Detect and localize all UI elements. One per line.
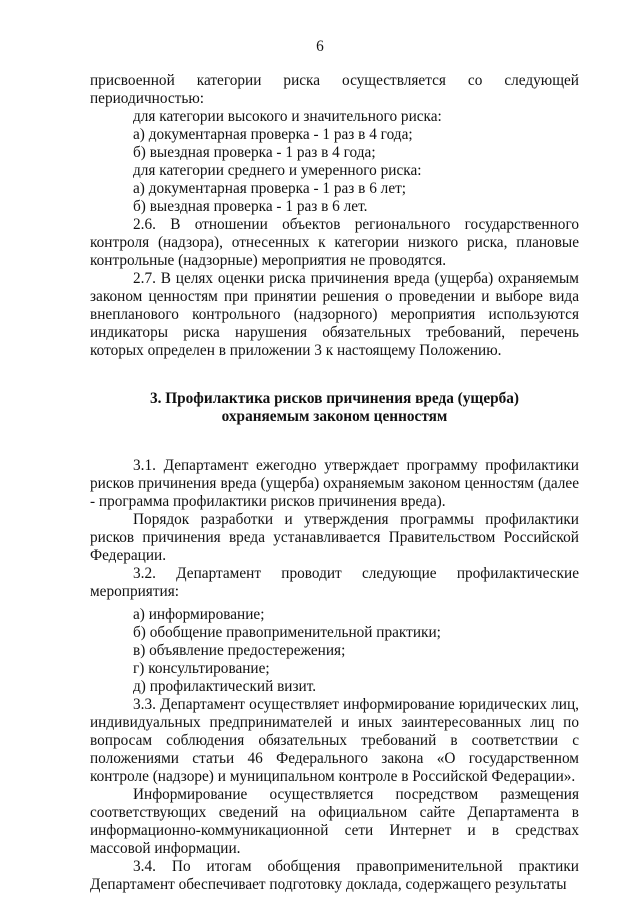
list-item: б) обобщение правоприменительной практики;: [133, 624, 441, 641]
paragraph-2-6: 2.6. В отношении объектов регионального государственного контроля (надзора), отнесенных к категории низкого риска, плановые контрольные (надзорные) мероприятия не проводятся.: [90, 216, 579, 269]
paragraph-3-4: 3.4. По итогам обобщения правоприменительной практики Департамент обеспечивает подготовку доклада, содержащего результаты: [90, 858, 579, 893]
paragraph-2-7: 2.7. В целях оценки риска причинения вреда (ущерба) охраняемым законом ценностям при принятии решения о проведении и выборе вида внепланового контрольного (надзорного) мероприятия используются индикаторы риска нарушения обязательных требований, перечень которых определен в приложении 3 к настоящему Положению.: [90, 270, 579, 359]
list-item: для категории среднего и умеренного риска:: [133, 162, 422, 179]
list-item: г) консультирование;: [133, 660, 270, 677]
list-item: б) выездная проверка - 1 раз в 4 года;: [133, 144, 376, 161]
paragraph-3-2: 3.2. Департамент проводит следующие профилактические мероприятия:: [90, 565, 579, 600]
document-body: [90, 72, 579, 894]
list-item: а) документарная проверка - 1 раз в 6 лет;: [133, 180, 407, 197]
list-item: д) профилактический визит.: [133, 678, 317, 695]
paragraph-program-order: Порядок разработки и утверждения программы профилактики рисков причинения вреда устанавливается Правительством Российской Федерации.: [90, 511, 579, 564]
list-item: в) объявление предостережения;: [133, 642, 346, 659]
paragraph-3-1: 3.1. Департамент ежегодно утверждает программу профилактики рисков причинения вреда (ущерба) охраняемым законом ценностям (далее - программа профилактики рисков причинения вреда).: [90, 457, 579, 510]
section-heading-line2: охраняемым законом ценностям: [221, 408, 448, 425]
list-item: для категории высокого и значительного риска:: [133, 108, 442, 125]
section-heading-line1: 3. Профилактика рисков причинения вреда (ущерба): [149, 390, 520, 407]
list-item: б) выездная проверка - 1 раз в 6 лет.: [133, 198, 368, 215]
paragraph-informing: Информирование осуществляется посредством размещения соответствующих сведений на официальном сайте Департамента в информационно-коммуникационной сети Интернет и в средствах массовой информации.: [90, 786, 579, 857]
list-item: а) информирование;: [133, 606, 265, 623]
section-heading: [90, 390, 579, 426]
paragraph-periodicity: присвоенной категории риска осуществляется со следующей периодичностью:: [90, 72, 579, 107]
paragraph-3-3: 3.3. Департамент осуществляет информирование юридических лиц, индивидуальных предпринимателей и иных заинтересованных лиц по вопросам соблюдения обязательных требований в соответствии с положениями статьи 46 Федерального закона «О государственном контроле (надзоре) и муниципальном контроле в Российской Федерации».: [90, 696, 579, 785]
list-item: а) документарная проверка - 1 раз в 4 года;: [133, 126, 413, 143]
page-number: 6: [316, 38, 324, 55]
